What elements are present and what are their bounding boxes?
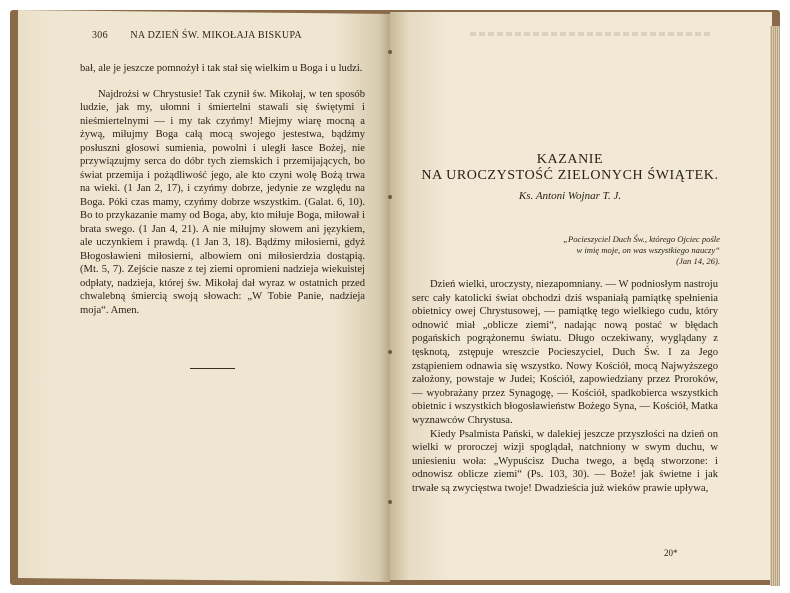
right-paragraph: Dzień wielki, uroczysty, niezapomniany. — W podniosłym nastroju serc cały katolicki świat obchodzi dziś wspaniałą pamiątkę spełnienia obietnicy owej Chrystusowej, — pamiątkę tego wielkiego cudu, który odnowić miał „oblicze ziemi“, nadając nową postać w błędach pogańskich pogrążonemu światu. Długo oczekiwany, wyglądany z tęsknotą, zstępuje wreszcie Pocieszyciel, Duch Św. I za Jego zstąpieniem odnawia się wszystko. Nowy Kościół, mocą Najwyższego założony, powstaje w Judei; Kościół, zapowiedziany przez Proroków, — wyobrażany przez Synagogę, — Kościół, spadkobierca wszystkich obietnic i wszystkich błogosławieństw Bożego Syna, — Kościół, Matka wyznawców Chrystusa. [412, 279, 718, 426]
left-page-number: 306 [92, 30, 108, 41]
left-body-text [80, 62, 365, 317]
left-paragraph: bał, ale je jeszcze pomnożył i tak stał się wielkim u Boga i u ludzi. [80, 63, 363, 74]
right-body-text [412, 278, 718, 496]
page-edges [770, 26, 780, 586]
sermon-title [400, 152, 740, 184]
sermon-title-line-1: KAZANIE [536, 152, 604, 167]
faint-running-head [470, 32, 710, 36]
left-running-head [92, 30, 302, 41]
binding-hole [388, 50, 392, 54]
binding-hole [388, 500, 392, 504]
left-paragraph: Najdrożsi w Chrystusie! Tak czynił św. Mikołaj, w ten sposób ludzie, jak my, ułomni i śmiertelni stawali się świętymi i nieśmiertelnymi — i my tak czyńmy! Miejmy wiarę mocną a żywą, miłujmy Boga całą mocą swojego jestestwa, bądźmy posłuszni głosowi sumienia, powolni i uległi łasce Bożej, nie przywiązujmy serca do dóbr tych ziemskich i przemijających, bo świat przemija i pożądliwość jego, ale kto czyni wolę Bożą trwa na wieki. (1 Jan 2, 17), i czyńmy dobrze, jedynie ze względu na Boga. Póki czas mamy, czyńmy dobrze wszystkim. (Galat. 6, 10). Bo to przykazanie mamy od Boga, aby, kto miłuje Boga, miłował i brata swego. (1 Jan 4, 21). A nie miłujmy słowem ani językiem, ale uczynkiem i prawdą. (1 Jan 3, 18). Bądźmy miłosierni, gdyż Błogosławieni miłosierni, albowiem oni miłosierdzia dostąpią. (Mt. 5, 7). Zejście nasze z tej ziemi opromieni nadzieja wiekuistej odpłaty, nadzieja, której św. Mikołaj dał wyraz w ostatnich przed chwalebną śmiercią swoją słowach: „W Tobie Panie, nadzieja moja“. Amen. [80, 88, 365, 316]
sermon-motto: „Pocieszyciel Duch Św., którego Ojciec pośle w imię moje, on was wszystkiego nauczy“ (Jan 14, 26). [563, 234, 720, 266]
binding-hole [388, 350, 392, 354]
right-paragraph: Kiedy Psalmista Pański, w dalekiej jeszcze przyszłości na dzień on wielki w proroczej wizji spoglądał, natchniony w swym duchu, w uniesieniu woła: „Wypuścisz Ducha twego, a będą stworzone: i odnowisz oblicze ziemi“ (Ps. 103, 30). — Boże! jak świetne i jak trwałe są zwycięstwa twoje! Dwadzieścia już wieków prawie upływa, [412, 428, 718, 494]
binding-hole [388, 195, 392, 199]
left-running-title: NA DZIEŃ ŚW. MIKOŁAJA BISKUPA [130, 30, 302, 41]
sermon-title-line-2: NA UROCZYSTOŚĆ ZIELONYCH ŚWIĄTEK. [421, 168, 719, 183]
signature-mark: 20* [664, 548, 678, 558]
section-divider [190, 368, 235, 369]
sermon-author: Ks. Antoni Wojnar T. J. [518, 190, 622, 202]
